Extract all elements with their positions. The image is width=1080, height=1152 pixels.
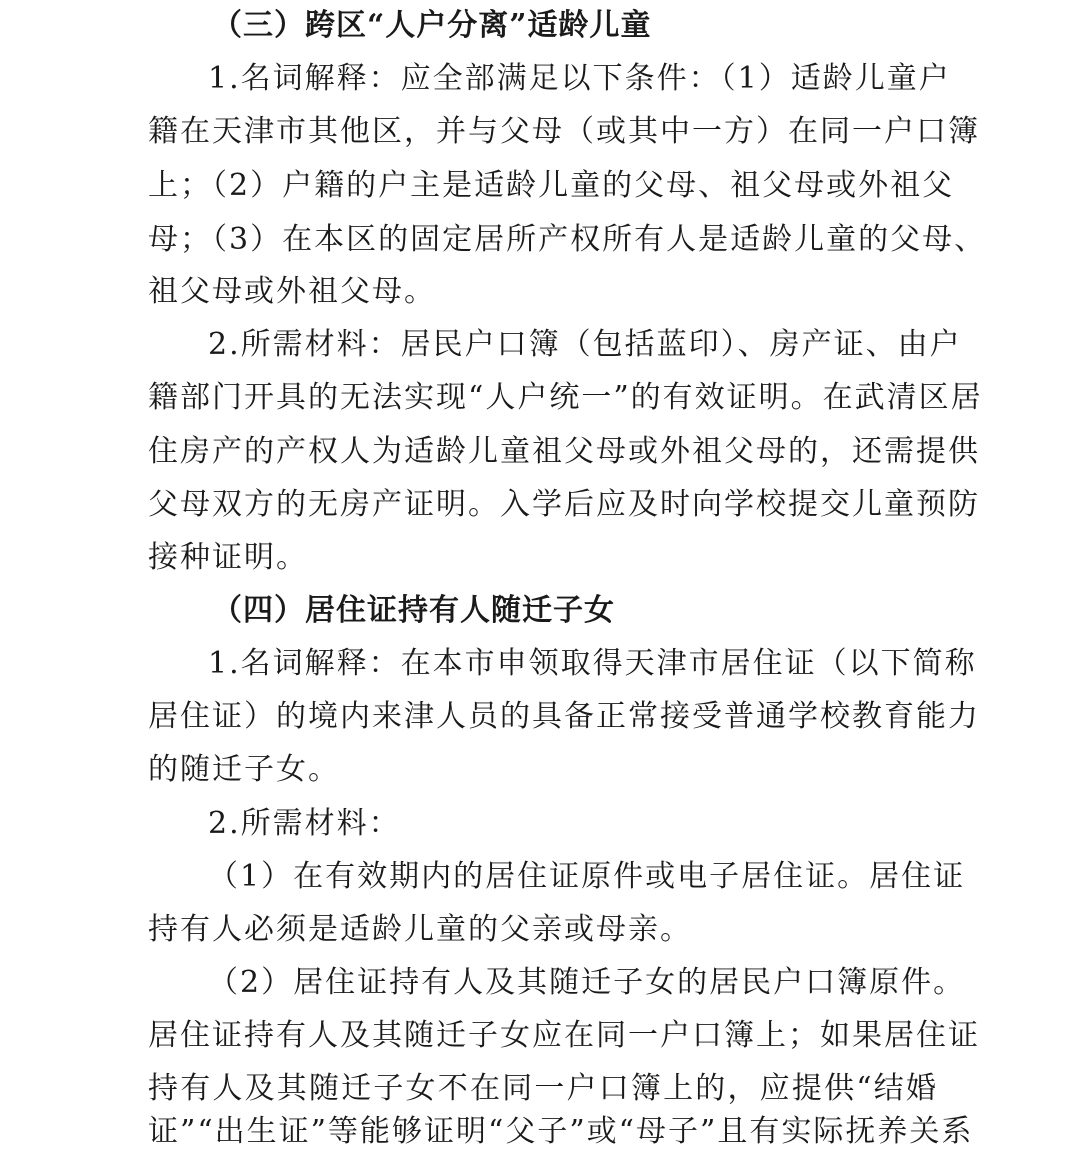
section-4-item-1-line-2: 持有人必须是适龄儿童的父亲或母亲。 <box>148 912 692 947</box>
section-4-item-2-line-2: 居住证持有人及其随迁子女应在同一户口簿上；如果居住证 <box>148 1018 980 1053</box>
section-3-materials-line-2: 籍部门开具的无法实现“人户统一”的有效证明。在武清区居 <box>148 380 983 415</box>
section-3-definition-line-1: 1.名词解释：应全部满足以下条件：（1）适龄儿童户 <box>208 61 951 96</box>
section-3-materials-line-3: 住房产的产权人为适龄儿童祖父母或外祖父母的，还需提供 <box>148 434 980 469</box>
section-3-definition-line-3: 上；（2）户籍的户主是适龄儿童的父母、祖父母或外祖父 <box>148 168 955 203</box>
section-4-item-1-line-1: （1）在有效期内的居住证原件或电子居住证。居住证 <box>208 859 966 894</box>
section-3-materials-line-5: 接种证明。 <box>148 540 308 575</box>
section-4-definition-line-3: 的随迁子女。 <box>148 752 340 787</box>
section-3-definition-line-2: 籍在天津市其他区，并与父母（或其中一方）在同一户口簿 <box>148 114 980 149</box>
section-4-item-2-line-4: 证”“出生证”等能够证明“父子”或“母子”且有实际抚养关系 <box>148 1114 974 1149</box>
section-3-materials-line-4: 父母双方的无房产证明。入学后应及时向学校提交儿童预防 <box>148 487 980 522</box>
section-4-item-2-line-1: （2）居住证持有人及其随迁子女的居民户口簿原件。 <box>208 965 966 1000</box>
section-3-materials-line-1: 2.所需材料：居民户口簿（包括蓝印）、房产证、由户 <box>208 327 962 362</box>
section-4-item-2-line-3: 持有人及其随迁子女不在同一户口簿上的，应提供“结婚 <box>148 1071 938 1106</box>
section-4-materials-title: 2.所需材料： <box>208 806 401 841</box>
section-3-definition-line-5: 祖父母或外祖父母。 <box>148 274 436 309</box>
section-3-heading: （三）跨区“人户分离”适龄儿童 <box>212 8 652 43</box>
section-4-definition-line-2: 居住证）的境内来津人员的具备正常接受普通学校教育能力 <box>148 699 980 734</box>
section-3-definition-line-4: 母；（3）在本区的固定居所产权所有人是适龄儿童的父母、 <box>148 222 987 257</box>
section-4-definition-line-1: 1.名词解释：在本市申领取得天津市居住证（以下简称 <box>208 646 977 681</box>
section-4-heading: （四）居住证持有人随迁子女 <box>212 593 615 628</box>
